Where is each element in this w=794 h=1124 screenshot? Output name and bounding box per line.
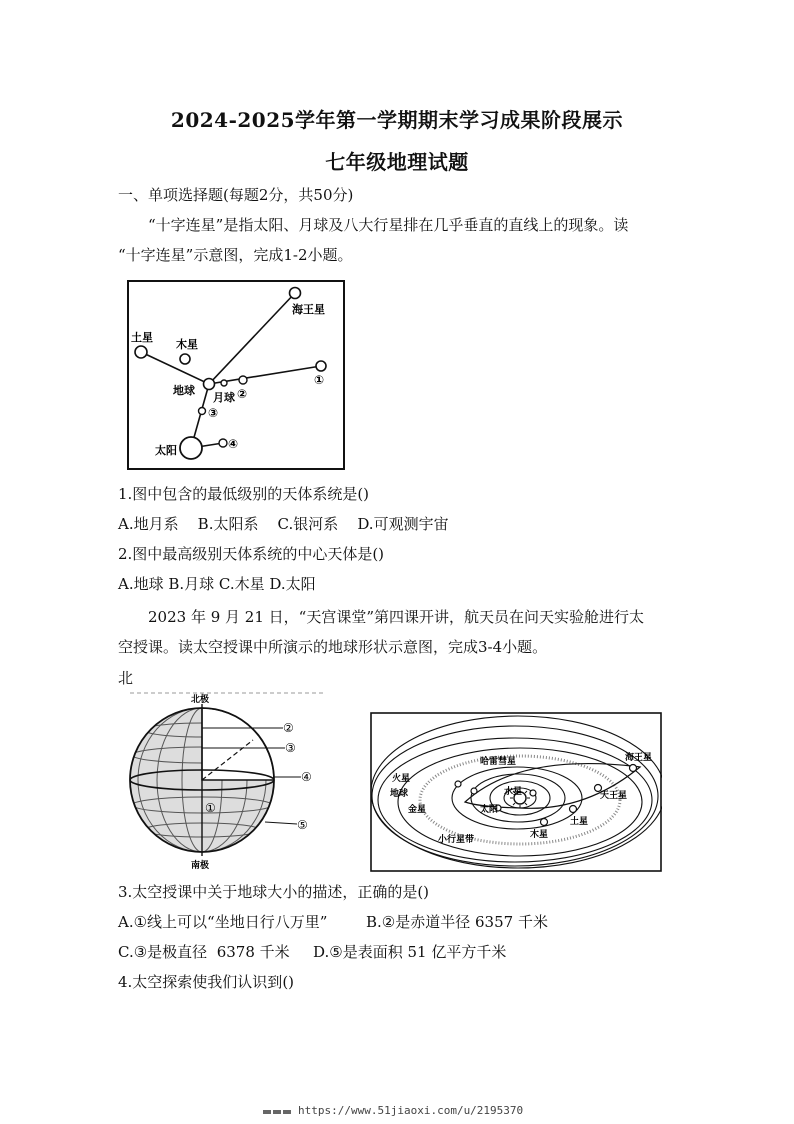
label-neptune: 海王星 <box>625 753 653 763</box>
solar-system-diagram <box>370 712 662 872</box>
label-1: ① <box>205 801 216 815</box>
sun-body <box>180 437 202 459</box>
label-1: ① <box>314 373 325 387</box>
label-earth: 地球 <box>173 384 195 397</box>
label-earth: 地球 <box>390 789 409 799</box>
q3-option-a: A.①线上可以“坐地日行八万里” <box>118 913 328 931</box>
moon-body <box>221 380 227 386</box>
label-neptune: 海王星 <box>292 303 325 316</box>
label-halley: 哈雷彗星 <box>480 757 517 767</box>
saturn-body <box>570 806 577 813</box>
saturn-body <box>135 346 147 358</box>
q3-stem: 3.太空授课中关于地球大小的描述，正确的是() <box>118 883 430 901</box>
planet-2-body <box>239 376 247 384</box>
label-saturn: 土星 <box>131 331 153 344</box>
label-saturn: 土星 <box>570 817 589 827</box>
q3-option-b: B.②是赤道半径 6357 千米 <box>366 913 548 931</box>
planet-1-body <box>316 361 326 371</box>
label-2: ② <box>283 721 294 735</box>
intro1-line1: “十字连星”是指太阳、月球及八大行星排在几乎垂直的直线上的现象。读 <box>148 216 629 234</box>
cross-star-diagram <box>127 280 345 470</box>
intro2-line2: 空授课。读太空授课中所演示的地球形状示意图，完成3-4小题。 <box>118 638 548 656</box>
q2-stem: 2.图中最高级别天体系统的中心天体是() <box>118 545 385 563</box>
earth-body <box>204 379 215 390</box>
earth-globe-diagram <box>125 690 330 872</box>
jupiter-body <box>541 819 548 826</box>
label-4: ④ <box>228 437 239 451</box>
cutaway-section <box>202 708 274 780</box>
page-title: 2024-2025学年第一学期期末学习成果阶段展示 <box>170 108 624 132</box>
page-subtitle: 七年级地理试题 <box>325 150 469 174</box>
north-label: 北 <box>118 669 134 687</box>
label-sun: 太阳 <box>155 444 177 457</box>
label-venus: 金星 <box>408 805 427 815</box>
earth-body <box>471 788 477 794</box>
label-south-pole: 南极 <box>191 861 210 871</box>
label-moon: 月球 <box>213 391 235 404</box>
intro2-line1: 2023 年 9 月 21 日，“天宫课堂”第四课开讲，航天员在问天实验舱进行太 <box>148 608 644 626</box>
jupiter-body <box>180 354 190 364</box>
label-mars: 火星 <box>392 774 411 784</box>
label-north-pole: 北极 <box>191 695 210 705</box>
label-mercury: 水星 <box>504 787 523 797</box>
planet-3-body <box>199 408 206 415</box>
label-jupiter: 木星 <box>176 338 198 351</box>
section-heading: 一、单项选择题(每题2分，共50分) <box>118 186 354 204</box>
footer-url: https://www.51jiaoxi.com/u/2195370 <box>298 1104 524 1117</box>
label-2: ② <box>237 387 248 401</box>
q2-options: A.地球 B.月球 C.木星 D.太阳 <box>118 575 316 593</box>
label-jupiter: 木星 <box>530 830 549 840</box>
planet-4-body <box>219 439 227 447</box>
label-uranus: 天王星 <box>600 791 628 801</box>
q1-stem: 1.图中包含的最低级别的天体系统是() <box>118 485 370 503</box>
label-sun: 太阳 <box>480 805 499 815</box>
q1-options: A.地月系 B.太阳系 C.银河系 D.可观测宇宙 <box>118 515 449 533</box>
q3-option-c: C.③是极直径 6378 千米 <box>118 943 290 961</box>
q3-option-d: D.⑤是表面积 51 亿平方千米 <box>313 943 507 961</box>
label-4: ④ <box>301 770 312 784</box>
label-5: ⑤ <box>297 818 308 832</box>
footer-logo-mark <box>263 1107 293 1117</box>
leader-5 <box>265 822 297 824</box>
label-3: ③ <box>208 406 219 420</box>
q4-stem: 4.太空探索使我们认识到() <box>118 973 295 991</box>
label-3: ③ <box>285 741 296 755</box>
mars-body <box>455 781 461 787</box>
neptune-body <box>290 288 301 299</box>
neptune-body <box>630 765 637 772</box>
mercury-body <box>530 790 536 796</box>
intro1-line2: “十字连星”示意图，完成1-2小题。 <box>118 246 353 264</box>
label-asteroid-belt: 小行星带 <box>438 835 475 845</box>
